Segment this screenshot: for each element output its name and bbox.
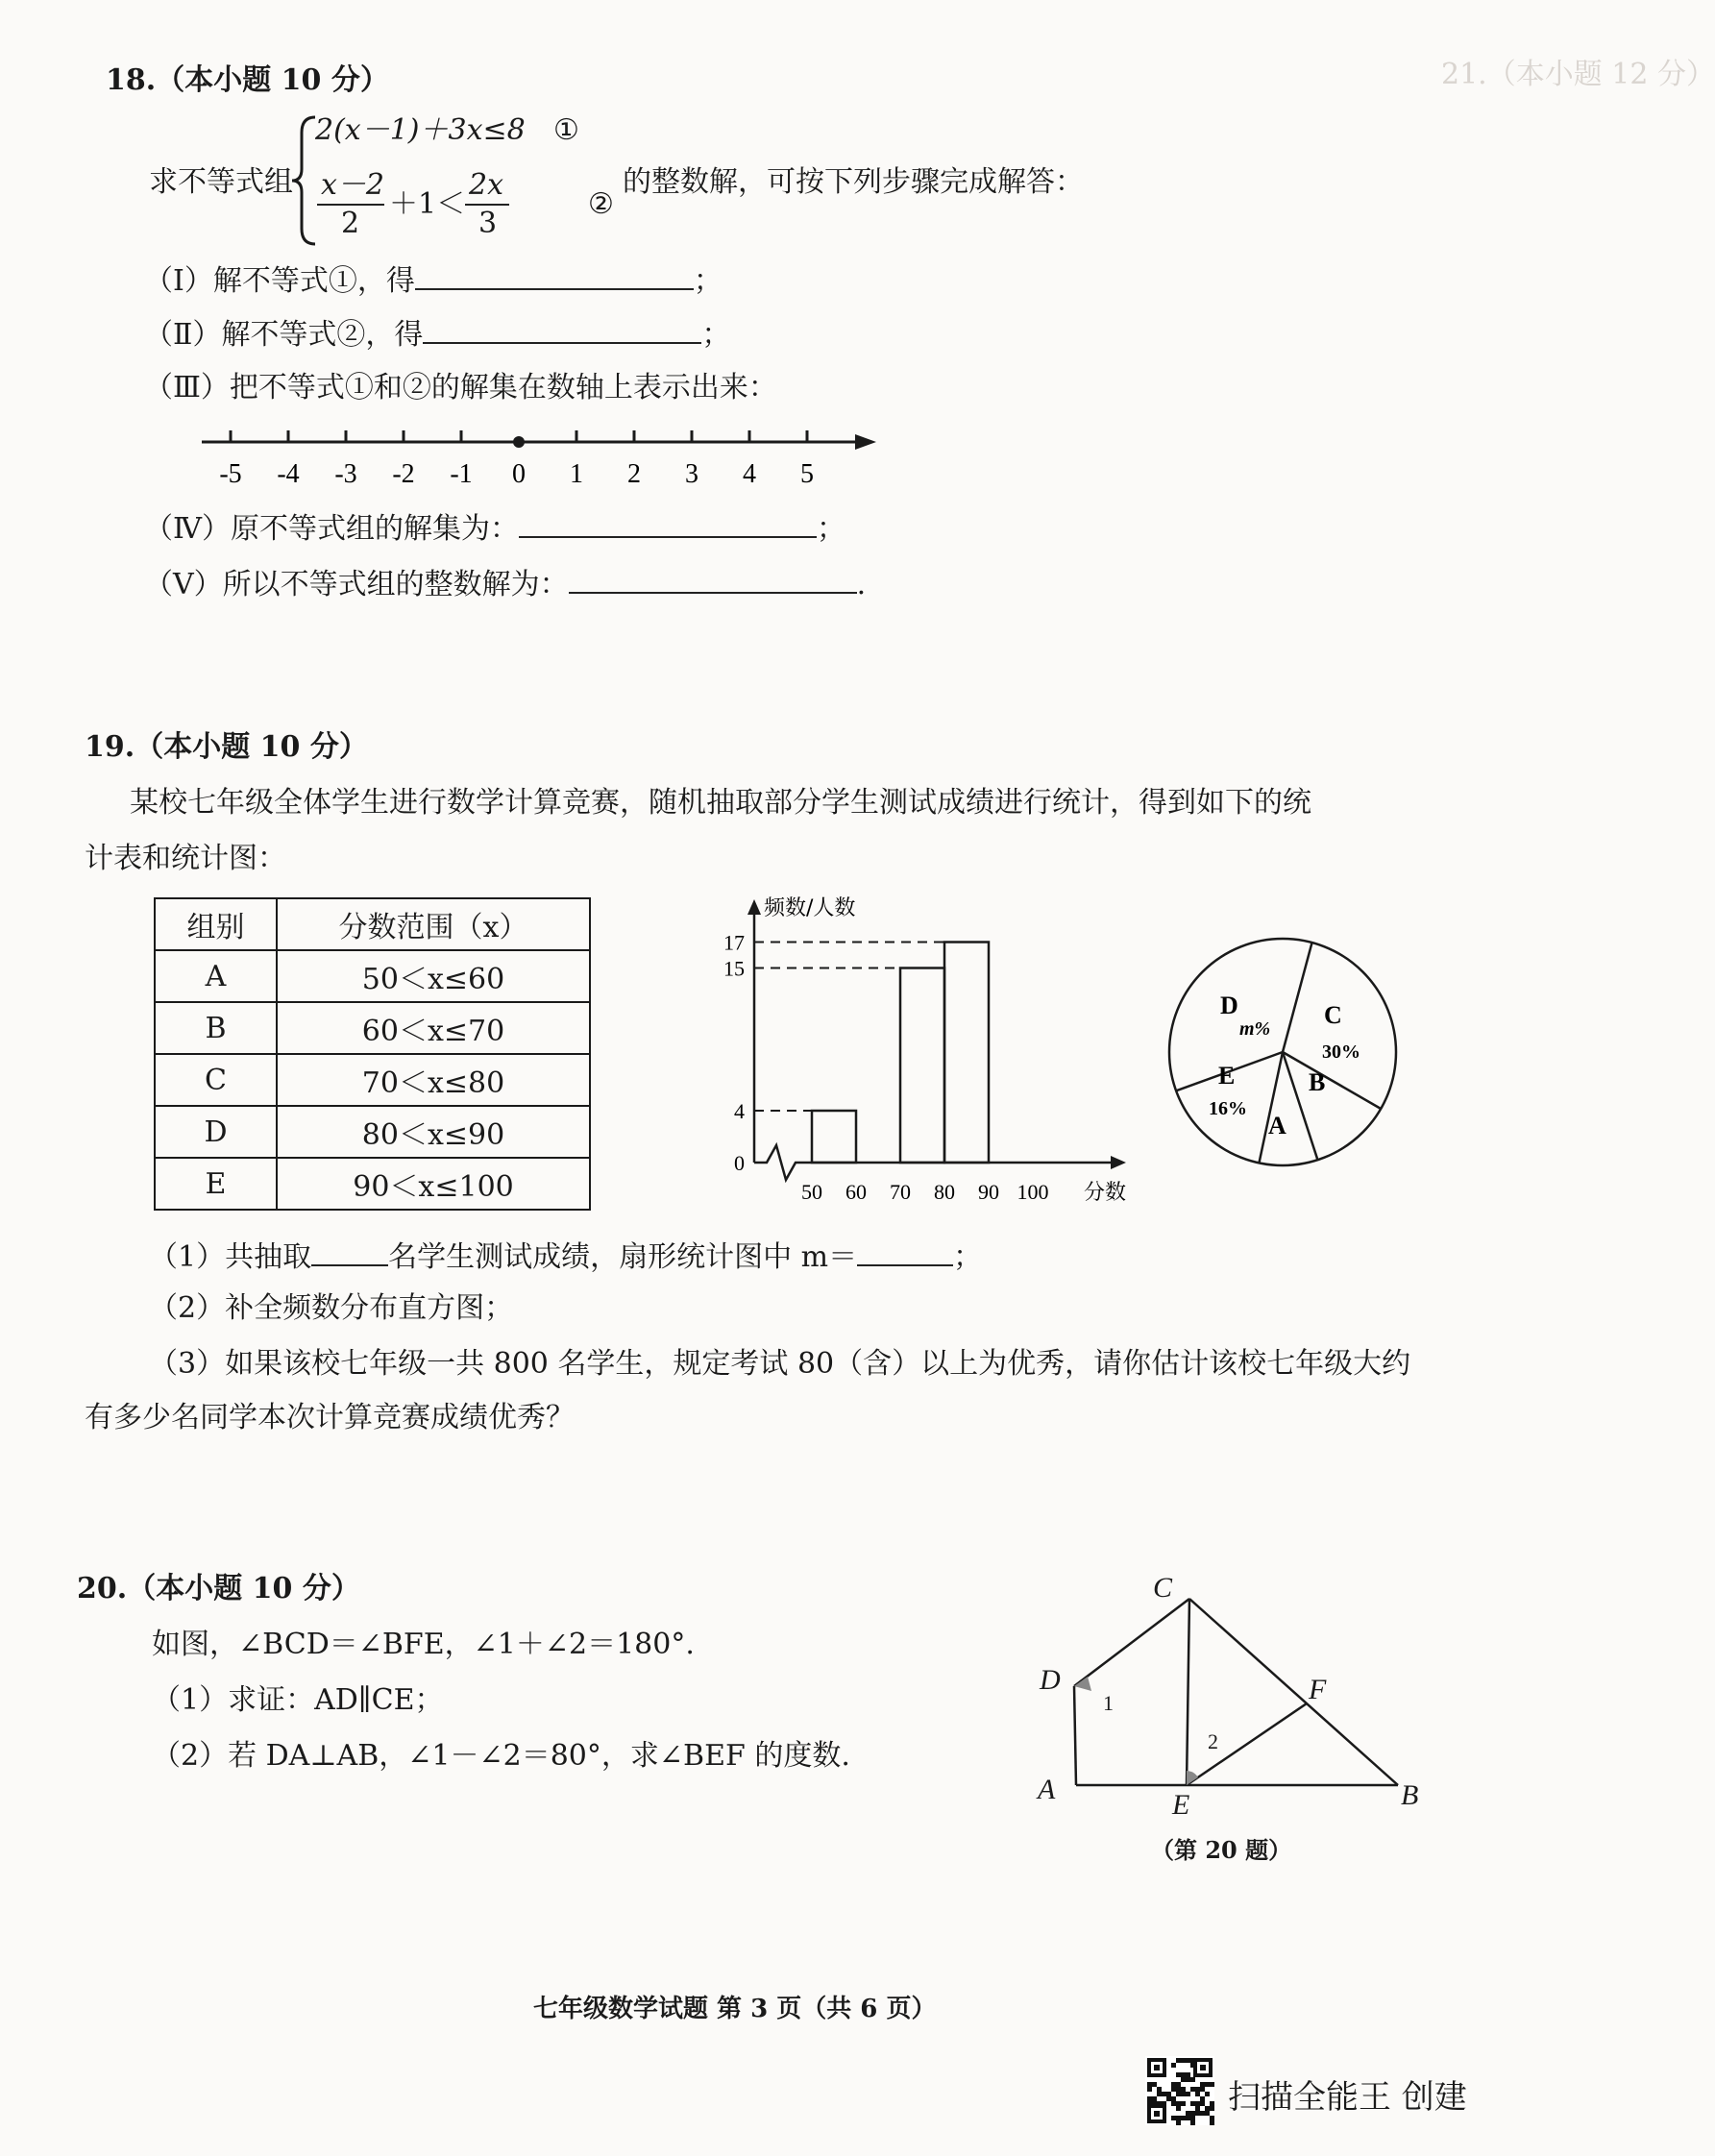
axis-tick-label: -4 [277,459,300,489]
y-tick-label: 0 [734,1151,745,1175]
axis-tick-label: 4 [743,459,756,489]
table-cell: A [155,950,277,1002]
label-c: C [1153,1572,1173,1604]
fraction-bar [317,204,384,206]
axis-tick-label: 0 [512,459,526,489]
answer-blank[interactable] [857,1237,953,1266]
pie-slice-value: 16% [1209,1098,1247,1119]
table-row [155,1158,590,1210]
step2-label: （Ⅱ）解不等式②，得 [144,318,424,352]
q19-q3-line1: （3）如果该校七年级一共 800 名学生，规定考试 80（含）以上为优秀，请你估计该校七年级大约 [149,1347,1411,1381]
table-cell: 80＜x≤90 [277,1106,590,1158]
pie-slice-edge [1259,1052,1283,1163]
semicolon: ； [701,318,731,352]
figure-caption: （第 20 题） [1151,1836,1292,1864]
table-header-row [155,898,590,950]
q19-para2: 计表和统计图： [85,842,286,875]
segment-ce [1187,1599,1189,1785]
y-axis-label: 频数/人数 [764,896,856,920]
label-a: A [1038,1774,1056,1805]
x-axis-label: 分数 [1084,1181,1127,1205]
axis-tick-label: -3 [334,459,357,489]
bleed-text: 21.（本小题 12 分） [1441,58,1715,91]
q19-q2: （2）补全频数分布直方图； [149,1291,514,1325]
pie-slice-label: E [1218,1062,1236,1090]
q20-header: 20.（本小题 10 分） [77,1572,360,1605]
table-cell: D [155,1106,277,1158]
q18-ineq1: 2(x－1)＋3x≤8 [315,113,526,147]
label-e: E [1172,1789,1190,1821]
answer-blank[interactable] [415,261,694,290]
arrow-icon [747,899,761,915]
x-tick-label: 100 [1017,1180,1049,1204]
histogram-bar [900,968,944,1164]
x-tick-label: 80 [934,1180,955,1204]
q20-given: 如图，∠BCD＝∠BFE，∠1＋∠2＝180°. [152,1628,695,1661]
q1-label: （1）共抽取 [149,1240,312,1274]
table-cell: B [155,1002,277,1054]
q19-para1: 某校七年级全体学生进行数学计算竞赛，随机抽取部分学生测试成绩进行统计，得到如下的统 [130,786,1311,820]
pie-chart [1163,927,1403,1177]
answer-blank[interactable] [311,1237,388,1266]
q18-ineq2-mark: ② [588,187,614,221]
answer-blank[interactable] [423,315,701,344]
axis-tick-label: 3 [685,459,698,489]
qr-code-icon [1145,2056,1214,2125]
segment-ef [1187,1703,1307,1785]
q18-step5 [144,565,866,602]
pie-slice-value: 30% [1322,1041,1360,1063]
axis-tick-label: 1 [570,459,583,489]
page-footer: 七年级数学试题 第 3 页（共 6 页） [533,1995,937,2023]
origin-dot [513,436,525,448]
x-tick-label: 50 [801,1180,822,1204]
q18-step3: （Ⅲ）把不等式①和②的解集在数轴上表示出来： [144,371,777,404]
y-tick-label: 15 [723,956,745,981]
q18-step1 [144,261,723,299]
pie-slice-label: B [1309,1068,1326,1096]
fraction-bar [465,204,509,206]
step5-label: （Ⅴ）所以不等式组的整数解为： [144,568,569,601]
axis-tick-label: 5 [800,459,814,489]
label-f: F [1309,1674,1327,1705]
pie-slice-value: m% [1239,1018,1271,1040]
q18-ineq2-num-left: x－2 [321,168,385,202]
angle-marker [1187,1771,1198,1785]
table-cell: 70＜x≤80 [277,1054,590,1106]
semicolon: ； [953,1240,983,1274]
table-row [155,1054,590,1106]
pie-slice-label: C [1324,1001,1342,1029]
score-table [154,897,591,1211]
x-tick-label: 60 [845,1180,867,1204]
table-cell: 60＜x≤70 [277,1002,590,1054]
q18-intro-tail: 的整数解，可按下列步骤完成解答： [623,165,1084,199]
table-cell: 90＜x≤100 [277,1158,590,1210]
segment-ad [1074,1686,1076,1785]
q18-ineq2-num-right: 2x [469,168,504,202]
histogram-bar [812,1111,856,1163]
label-angle-1: 1 [1103,1691,1114,1715]
pie-slice-edge [1283,943,1312,1052]
q19-q1 [149,1237,982,1275]
pie-slice-label: A [1268,1112,1286,1139]
pie-slice-label: D [1220,992,1238,1019]
table-cell: C [155,1054,277,1106]
q18-header: 18.（本小题 10 分） [106,63,389,97]
answer-blank[interactable] [569,565,857,594]
table-cell: E [155,1158,277,1210]
arrow-icon [1111,1156,1126,1169]
q1-label-b: 名学生测试成绩，扇形统计图中 m＝ [388,1240,858,1274]
histogram-bar [944,943,989,1164]
table-row [155,950,590,1002]
segment-cb [1189,1599,1398,1785]
number-line [192,423,894,500]
arrow-icon [855,434,876,450]
label-d: D [1040,1664,1061,1696]
x-tick-label: 70 [890,1180,911,1204]
axis-tick-label: -2 [392,459,415,489]
q18-step2 [144,315,730,353]
axis-tick-label: 2 [627,459,641,489]
segment-dc [1074,1599,1189,1686]
scanner-watermark: 扫描全能王 创建 [1228,2078,1467,2117]
q18-ineq2-mid: ＋1＜ [389,187,466,221]
table-row [155,1106,590,1158]
table-header-cell: 组别 [155,898,277,950]
table-header-cell: 分数范围（x） [277,898,590,950]
q18-ineq2-den-right: 3 [478,207,498,240]
table-row [155,1002,590,1054]
label-b: B [1401,1779,1419,1811]
frequency-histogram [692,894,1153,1220]
x-tick-label: 90 [978,1180,999,1204]
q19-header: 19.（本小题 10 分） [85,730,368,764]
q19-q3-line2: 有多少名同学本次计算竞赛成绩优秀？ [85,1401,575,1434]
q18-step4 [144,509,845,547]
table-cell: 50＜x≤60 [277,950,590,1002]
q18-ineq2-den-left: 2 [341,207,360,240]
q20-part1: （1）求证：AD∥CE； [152,1683,444,1717]
label-angle-2: 2 [1208,1729,1218,1753]
axis-tick-label: -1 [450,459,473,489]
y-tick-label: 17 [723,930,745,955]
axis-tick-label: -5 [219,459,242,489]
q18-intro: 求不等式组 [149,165,293,199]
step1-label: （Ⅰ）解不等式①，得 [144,264,415,298]
q20-part2: （2）若 DA⊥AB，∠1－∠2＝80°，求∠BEF 的度数. [152,1739,850,1773]
y-tick-label: 4 [734,1099,745,1123]
geometry-figure [1028,1572,1432,1821]
semicolon: ； [693,264,723,298]
semicolon: ； [816,512,845,546]
step4-label: （Ⅳ）原不等式组的解集为： [144,512,519,546]
q18-ineq1-mark: ① [553,113,579,147]
period: . [856,568,867,601]
answer-blank[interactable] [519,509,817,538]
